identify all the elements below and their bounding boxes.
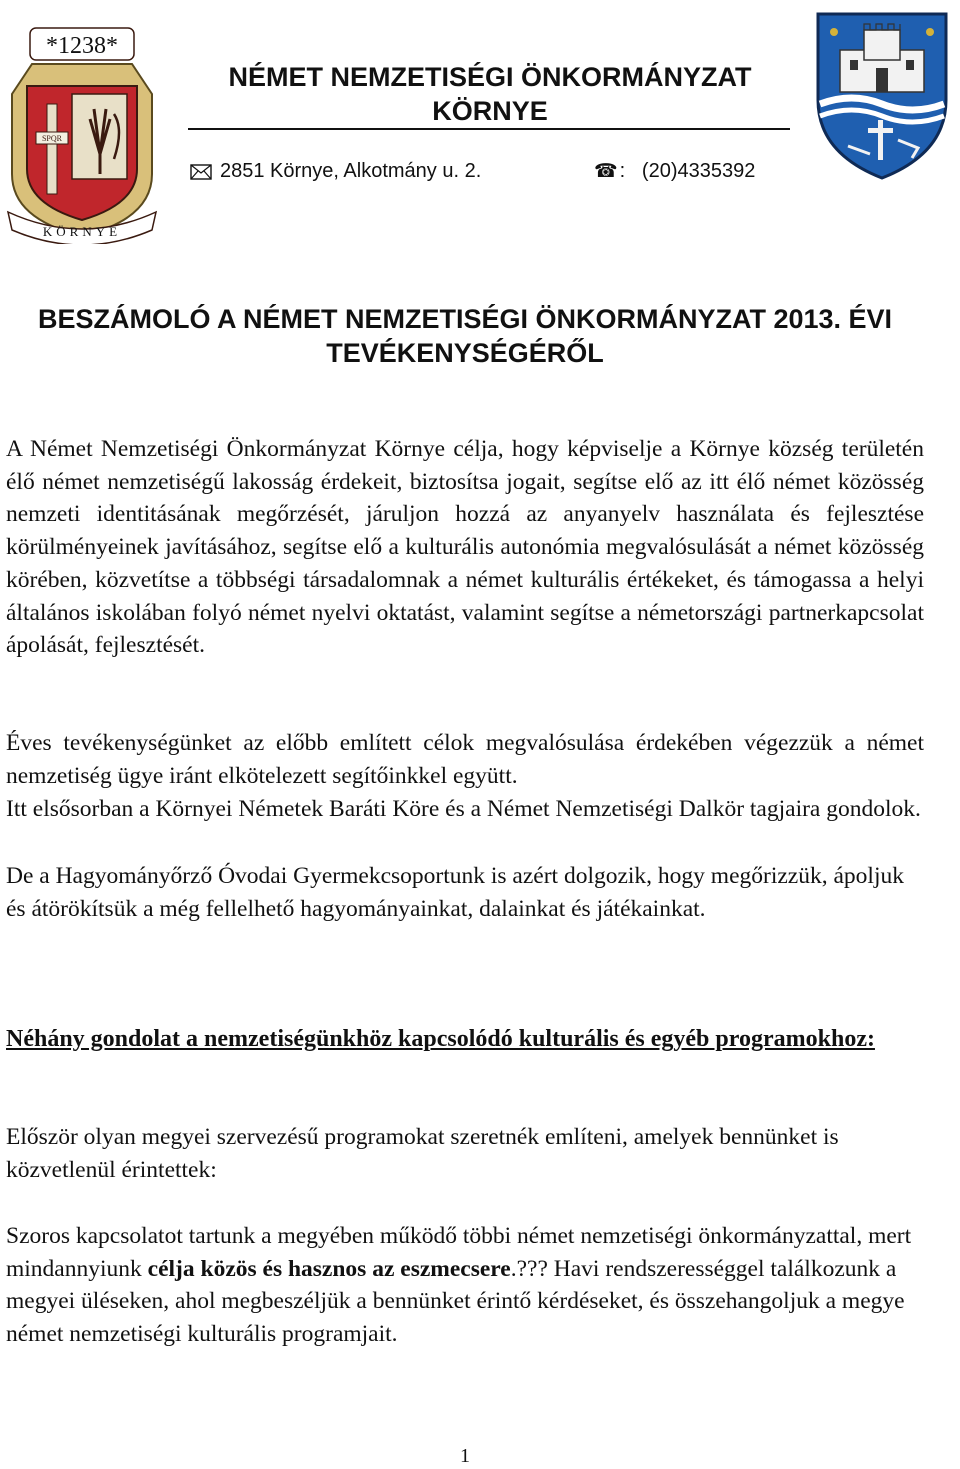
phone-prefix: : [619, 160, 626, 182]
paragraph-cooperation [6, 1220, 936, 1351]
left-coat-of-arms [2, 24, 162, 244]
paragraph-county-programs: Először olyan megyei szervezésű programokat szeretnék említeni, amelyek bennünket is közvetlenül érintettek: [6, 1124, 839, 1183]
svg-text:SPQR: SPQR [41, 134, 63, 143]
svg-text:*1238*: *1238* [46, 33, 118, 59]
svg-text:KÖRNYE: KÖRNYE [42, 224, 122, 239]
phone-line [594, 158, 755, 185]
cooperation-text-bold: célja közös és hasznos az eszmecsere [147, 1255, 511, 1282]
paragraph-activities: Éves tevékenységünket az előbb említett célok megvalósulása érdekében végezzük a német nemzetiség ügye iránt elkötelezett segítőinkkel együtt. [6, 730, 924, 789]
paragraph-kindergarten: De a Hagyományőrző Óvodai Gyermekcsoportunk is azért dolgozik, hogy megőrizzük, ápoljuk és átörökítsük a még fellelhető hagyományainkat, dalainkat és játékainkat. [6, 863, 904, 922]
right-coat-of-arms [812, 8, 952, 183]
phone-number: (20)4335392 [641, 160, 756, 182]
phone-icon: ☎ [594, 161, 618, 182]
address-line [190, 158, 481, 187]
page-number: 1 [460, 1445, 470, 1467]
envelope-icon [190, 161, 212, 187]
header-divider [188, 128, 790, 130]
cooperation-text-end: .??? Havi rendszerességgel találkozunk a megyei üléseken, ahol megbeszéljük a bennünket érintő kérdéseket, és összehangoljuk a megye német nemzetiségi kulturális programjait. [6, 1255, 905, 1348]
cooperation-text-start: Szoros kapcsolatot tartunk a megyében működő többi német nemzetiségi önkormányzattal, mert mindannyiunk [6, 1223, 912, 1282]
paragraph-helpers: Itt elsősorban a Környei Németek Baráti Köre és a Német Nemzetiségi Dalkör tagjaira gondolok. [6, 796, 921, 822]
address-text: 2851 Környe, Alkotmány u. 2. [220, 160, 482, 182]
paragraph-goals: A Német Nemzetiségi Önkormányzat Környe célja, hogy képviselje a Környe község területén élő német nemzetiségű lakosság érdekeit, biztosítsa jogait, segítse elő az itt élő német közösség nemzeti identitásának megőrzését, járuljon hozzá az anyanyelv használata és fejlesztése körülményeinek javításához, segítse elő a kulturális autonómia megvalósulását a német közösség körében, közvetítse a többségi társadalomnak a német kulturális értékeket, és támogassa a helyi általános iskolában folyó német nyelvi oktatást, valamint segítse a németországi partnerkapcsolat ápolását, fejlesztését. [6, 436, 924, 659]
organization-title: NÉMET NEMZETISÉGI ÖNKORMÁNYZAT KÖRNYE [228, 62, 752, 126]
report-title: BESZÁMOLÓ A NÉMET NEMZETISÉGI ÖNKORMÁNYZAT 2013. ÉVI TEVÉKENYSÉGÉRŐL [37, 304, 893, 368]
section-heading: Néhány gondolat a nemzetiségünkhöz kapcsolódó kulturális és egyéb programokhoz: [6, 1026, 875, 1052]
